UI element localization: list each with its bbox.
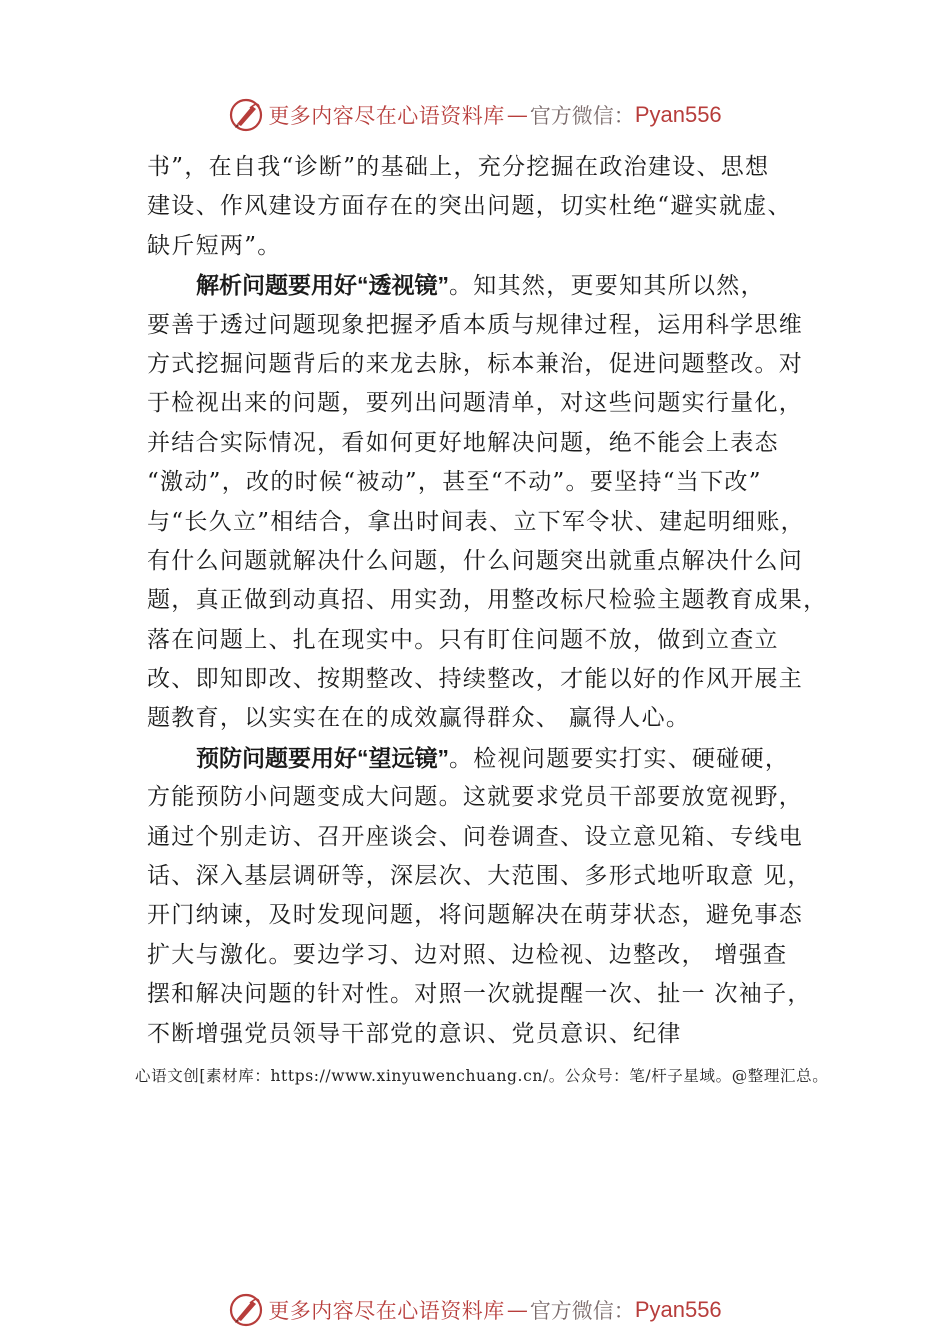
- text-line: 与“长久立”相结合，拿出时间表、立下军令状、建起明细账，: [147, 508, 805, 535]
- text-line: 扩大与激化。要边学习、边对照、边检视、边整改， 增强查: [147, 941, 788, 968]
- paragraph-heading-line: [147, 739, 837, 778]
- banner-wechat-label: 官方微信：: [529, 104, 635, 128]
- banner-wechat-id: Pyan556: [634, 102, 722, 127]
- banner-wechat-id: Pyan556: [634, 1297, 722, 1322]
- banner-title: 更多内容尽在心语资料库: [268, 104, 505, 128]
- source-note: 心语文创[素材库：https://www.xinyuwenchuang.cn/。公众号：笔/杆子星域。@整理汇总。: [135, 1067, 829, 1085]
- text-line: 落在问题上、扎在现实中。只有盯住问题不放，做到立查立: [147, 626, 779, 653]
- footer-banner: [0, 1290, 950, 1330]
- paragraph-heading-line: [147, 266, 837, 305]
- text-line: 改、即知即改、按期整改、持续整改，才能以好的作风开展主: [147, 666, 804, 693]
- text-line: 缺斤短两”。: [147, 232, 282, 259]
- text-line: 方能预防小问题变成大问题。这就要求党员干部要放宽视野，: [147, 784, 804, 811]
- pen-logo-icon: [228, 1292, 264, 1328]
- banner-dash: —: [506, 103, 528, 127]
- text-line: 摆和解决问题的针对性。对照一次就提醒一次、扯一 次袖子，: [147, 981, 812, 1008]
- text-line: 题，真正做到动真招、用实劲，用整改标尺检验主题教育成果，: [147, 587, 828, 614]
- text-line: 话、深入基层调研等，深层次、大范围、多形式地听取意 见，: [147, 863, 812, 890]
- banner-wechat-label: 官方微信：: [529, 1299, 635, 1323]
- text-line: 书”，在自我“诊断”的基础上，充分挖掘在政治建设、思想: [147, 154, 770, 180]
- text-line: 开门纳谏，及时发现问题，将问题解决在萌芽状态，避免事态: [147, 902, 804, 929]
- text-line: 于检视出来的问题，要列出问题清单，对这些问题实行量化，: [147, 390, 804, 417]
- pen-logo-icon: [228, 97, 264, 133]
- heading-line-rest: 。检视问题要实打实、硬碰硬，: [449, 745, 790, 772]
- banner-title: 更多内容尽在心语资料库: [268, 1299, 505, 1323]
- heading-line-rest: 。知其然，更要知其所以然，: [449, 273, 765, 300]
- text-line: 题教育，以实实在在的成效赢得群众、 赢得人心。: [147, 705, 691, 732]
- banner-dash: —: [506, 1298, 528, 1322]
- section-heading-perspective: 解析问题要用好“透视镜”: [196, 272, 449, 299]
- text-line: 不断增强党员领导干部党的意识、党员意识、纪律: [147, 1020, 682, 1047]
- text-line: 并结合实际情况，看如何更好地解决问题，绝不能会上表态: [147, 429, 779, 456]
- header-banner: [0, 95, 950, 135]
- text-line: 要善于透过问题现象把握矛盾本质与规律过程，运用科学思维: [147, 311, 804, 338]
- text-line: 有什么问题就解决什么问题，什么问题突出就重点解决什么问: [147, 547, 804, 574]
- text-line: 方式挖掘问题背后的来龙去脉，标本兼治，促进问题整改。对: [147, 350, 804, 377]
- text-line: 建设、作风建设方面存在的突出问题，切实杜绝“避实就虚、: [147, 193, 792, 220]
- text-line: 通过个别走访、召开座谈会、问卷调查、设立意见箱、专线电: [147, 823, 804, 850]
- document-body: [147, 148, 837, 1054]
- section-heading-telescope: 预防问题要用好“望远镜”: [196, 744, 449, 771]
- text-line: “激动”，改的时候“被动”，甚至“不动”。要坚持“当下改”: [147, 469, 762, 496]
